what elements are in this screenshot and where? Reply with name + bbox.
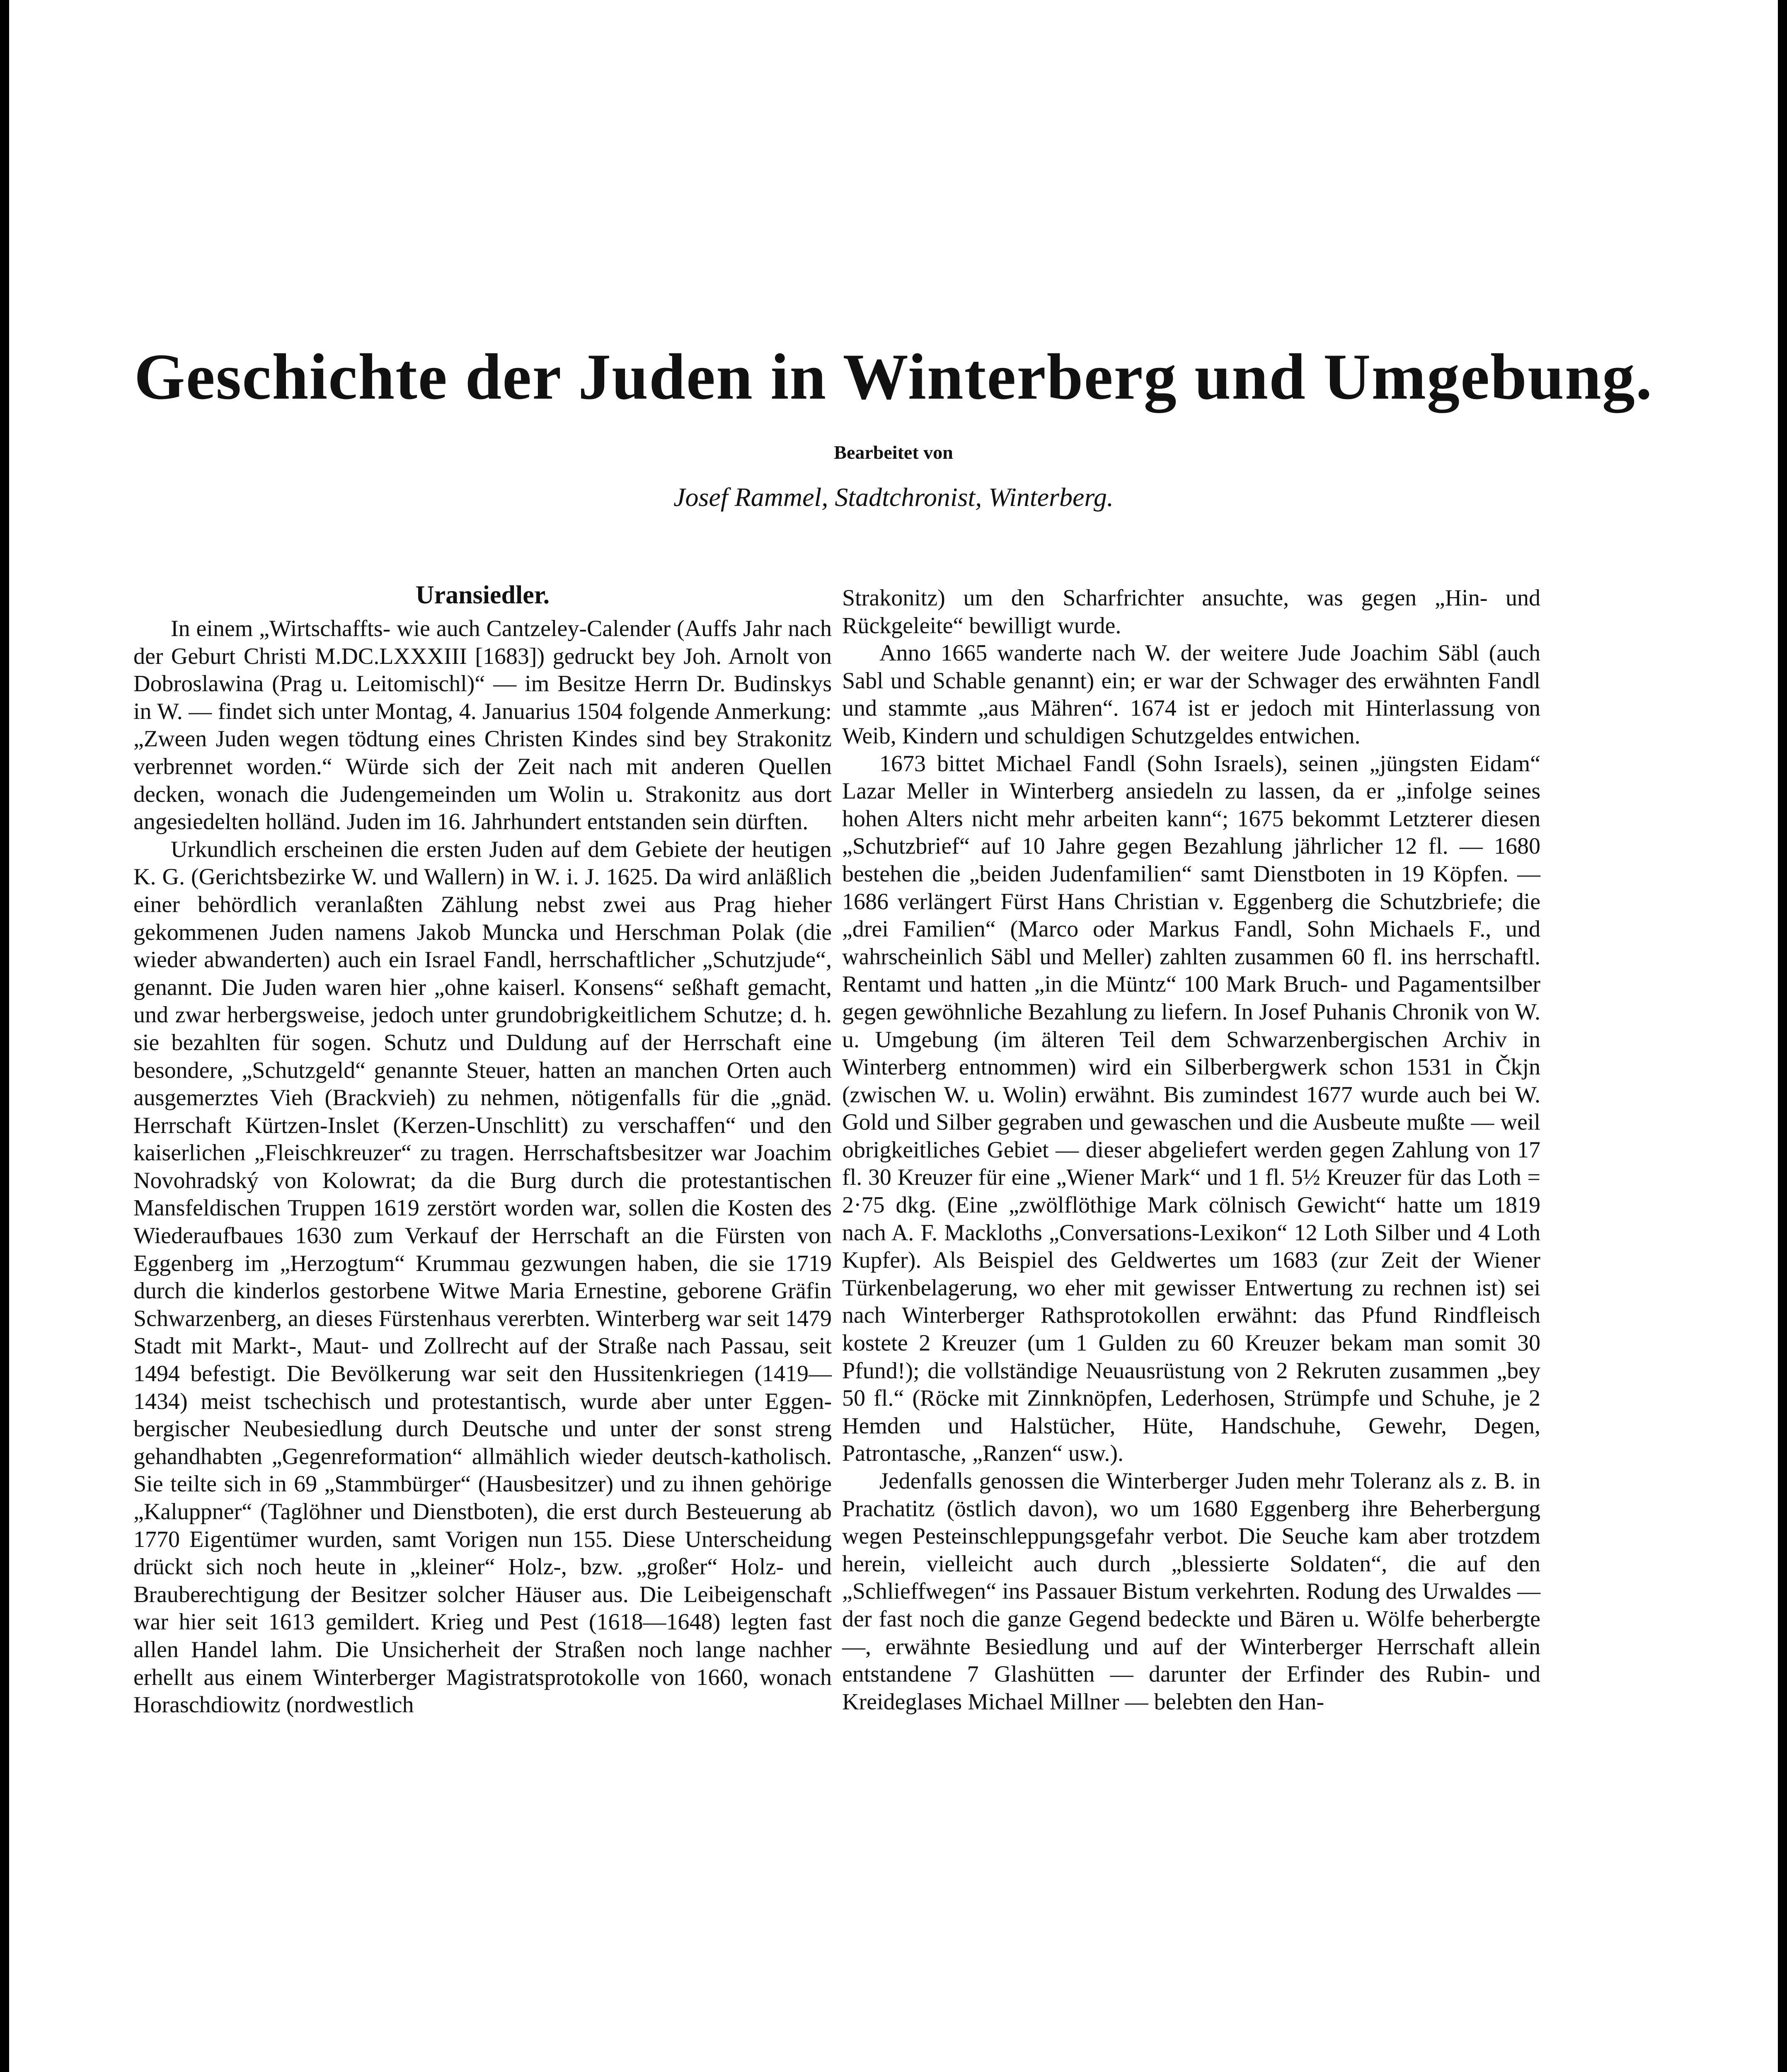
- paragraph: In einem „Wirtschaffts- wie auch Cantzeley-Calender (Auffs Jahr nach der Geburt Christi M.DC.LXXXIII [1683]) gedruckt bey Joh. Arnolt von Dobroslawina (Prag u. Leitomischl)“ — im Besitze Herrn Dr. Budinskys in W. — findet sich unter Montag, 4. Januarius 1504 folgende Anmerkung: „Zween Juden wegen tödtung eines Christen Kindes sind bey Strakonitz verbrennet worden.“ Würde sich der Zeit nach mit anderen Quellen decken, wonach die Judengemeinden um Wolin u. Strakonitz aus dort angesiedelten holländ. Juden im 16. Jahrhundert entstanden sein dürften.: [133, 616, 832, 835]
- paragraph: 1673 bittet Michael Fandl (Sohn Israels), seinen „jüngsten Eidam“ Lazar Meller in Winterberg ansiedeln zu lassen, da er „infolge seines hohen Alters nicht mehr arbeiten kann“; 1675 bekommt Letzterer diesen „Schutzbrief“ auf 10 Jahre gegen Bezahlung jährlicher 12 fl. — 1680 bestehen die „beiden Judenfamilien“ samt Dienstboten in 19 Köpfen. — 1686 verlängert Fürst Hans Christian v. Eggenberg die Schutzbriefe; die „drei Familien“ (Marco oder Markus Fandl, Sohn Michaels F., und wahrscheinlich Säbl und Meller) zahlten zusammen 60 fl. ins herrschaftl. Rentamt und hatten „in die Müntz“ 100 Mark Bruch- und Pagamentsilber gegen gewöhnliche Bezahlung zu liefern. In Josef Puhanis Chronik von W. u. Umgebung (im älteren Teil dem Schwarzenbergischen Archiv in Winterberg entnommen) wird ein Silberbergwerk schon 1531 in Čkjn (zwischen W. u. Wolin) erwähnt. Bis zumindest 1677 wurde auch bei W. Gold und Silber gegraben und gewaschen und die Ausbeute mußte — weil obrigkeitliches Gebiet — dieser abgeliefert werden gegen Zahlung von 17 fl. 30 Kreuzer für eine „Wiener Mark“ und 1 fl. 5½ Kreuzer für das Loth = 2·75 dkg. (Eine „zwölflöthige Mark cölnisch Gewicht“ hatte um 1819 nach A. F. Mackloths „Conversations-Lexikon“ 12 Loth Silber und 4 Loth Kupfer). Als Beispiel des Geldwertes um 1683 (zur Zeit der Wiener Türkenbelagerung, wo eher mit gewisser Entwertung zu rechnen ist) sei nach Winterberger Rathsprotokollen erwähnt: das Pfund Rindfleisch kostete 2 Kreuzer (um 1 Gulden zu 60 Kreuzer bekam man somit 30 Pfund!); die vollständige Neuausrüstung von 2 Rekruten zusammen „bey 50 fl.“ (Röcke mit Zinnknöpfen, Lederhosen, Strümpfe und Schuhe, je 2 Hemden und Halstücher, Hüte, Handschuhe, Gewehr, Degen, Patrontasche, „Ranzen“ usw.).: [842, 750, 1540, 1467]
- edited-by-label: Bearbeitet von: [834, 442, 953, 463]
- paragraph: Strakonitz) um den Scharfrichter ansuchte, was gegen „Hin- und Rückgeleite“ bewilligt wurde.: [842, 585, 1540, 639]
- paragraph: Anno 1665 wanderte nach W. der weitere Jude Joachim Säbl (auch Sabl und Schable genannt) ein; er war der Schwager des erwähnten Fandl und stammte „aus Mähren“. 1674 ist er jedoch mit Hinterlassung von Weib, Kindern und schuldigen Schutzgeldes entwichen.: [842, 640, 1540, 749]
- paragraph: Jedenfalls genossen die Winterberger Juden mehr Toleranz als z. B. in Prachatitz (östlich davon), wo um 1680 Eggenberg ihre Beherbergung wegen Pesteinschleppungsgefahr verbot. Die Seuche kam aber trotzdem herein, vielleicht auch durch „blessierte Soldaten“, die auf den „Schlieffwegen“ ins Passauer Bistum verkehrten. Rodung des Urwaldes — der fast noch die ganze Gegend bedeckte und Bären u. Wölfe beherbergte —, erwähnte Besiedlung und auf der Winterberger Herrschaft allein entstandene 7 Glashütten — darunter der Erfinder des Rubin- und Kreideglases Michael Millner — belebten den Han-: [842, 1468, 1540, 1715]
- article-title: Geschichte der Juden in Winterberg und Umgebung.: [134, 341, 1653, 413]
- paragraph: Urkundlich erscheinen die ersten Juden auf dem Gebiete der heutigen K. G. (Gerichtsbezirke W. und Wallern) in W. i. J. 1625. Da wird anläßlich einer behördlich veranlaßten Zählung nebst zwei aus Prag hieher gekommenen Juden namens Jakob Muncka und Herschman Polak (die wieder abwanderten) auch ein Israel Fandl, herrschaftlicher „Schutzjude“, genannt. Die Juden waren hier „ohne kaiserl. Konsens“ seßhaft gemacht, und zwar herbergsweise, jedoch unter grundobrigkeitlichem Schutze; d. h. sie bezahlten für sogen. Schutz und Duldung auf der Herrschaft eine besondere, „Schutzgeld“ genannte Steuer, hatten an manchen Orten auch ausgemerztes Vieh (Brackvieh) zu nehmen, nötigenfalls für die „gnäd. Herrschaft Kürtzen-Inslet (Kerzen-Unschlitt) zu verschaffen“ und den kaiserlichen „Fleischkreuzer“ zu tragen. Herrschaftsbesitzer war Joachim Novohradský von Kolowrat; da die Burg durch die protestantischen Mansfeldischen Truppen 1619 zerstört worden war, sollen die Kosten des Wiederaufbaues 1630 zum Verkauf der Herrschaft an die Fürsten von Eggenberg im „Herzogtum“ Krummau gezwungen haben, die sie 1719 durch die kinderlos gestorbene Witwe Maria Ernestine, geborene Gräfin Schwarzenberg, an dieses Fürstenhaus vererbten. Winterberg war seit 1479 Stadt mit Markt-, Maut- und Zollrecht auf der Straße nach Passau, seit 1494 befestigt. Die Bevölkerung war seit den Hussitenkriegen (1419—1434) meist tschechisch und protestantisch, wurde aber unter Eggenbergischer Neubesiedlung durch Deutsche und unter der sonst streng gehandhabten „Gegenreformation“ allmählich wieder deutsch-katholisch. Sie teilte sich in 69 „Stammbürger“ (Hausbesitzer) und zu ihnen gehörige „Kaluppner“ (Taglöhner und Dienstboten), die erst durch Besteuerung ab 1770 Eigentümer wurden, samt Vorigen nun 155. Diese Unterscheidung drückt sich noch heute in „kleiner“ Holz-, bzw. „großer“ Holz- und Brauberechtigung der Besitzer solcher Häuser aus. Die Leibeigenschaft war hier seit 1613 gemildert. Krieg und Pest (1618—1648) legten fast allen Handel lahm. Die Unsicherheit der Straßen noch lange nachher erhellt aus einem Winterberger Magistratsprotokolle von 1660, wonach Horaschdiowitz (nordwestlich: [133, 836, 832, 1718]
- author-line: Josef Rammel, Stadtchronist, Winterberg.: [673, 482, 1114, 512]
- right-column: [842, 584, 1540, 1716]
- section-heading: Uransiedler.: [415, 581, 550, 609]
- document-page: [9, 0, 1778, 2072]
- left-column: [133, 580, 832, 1719]
